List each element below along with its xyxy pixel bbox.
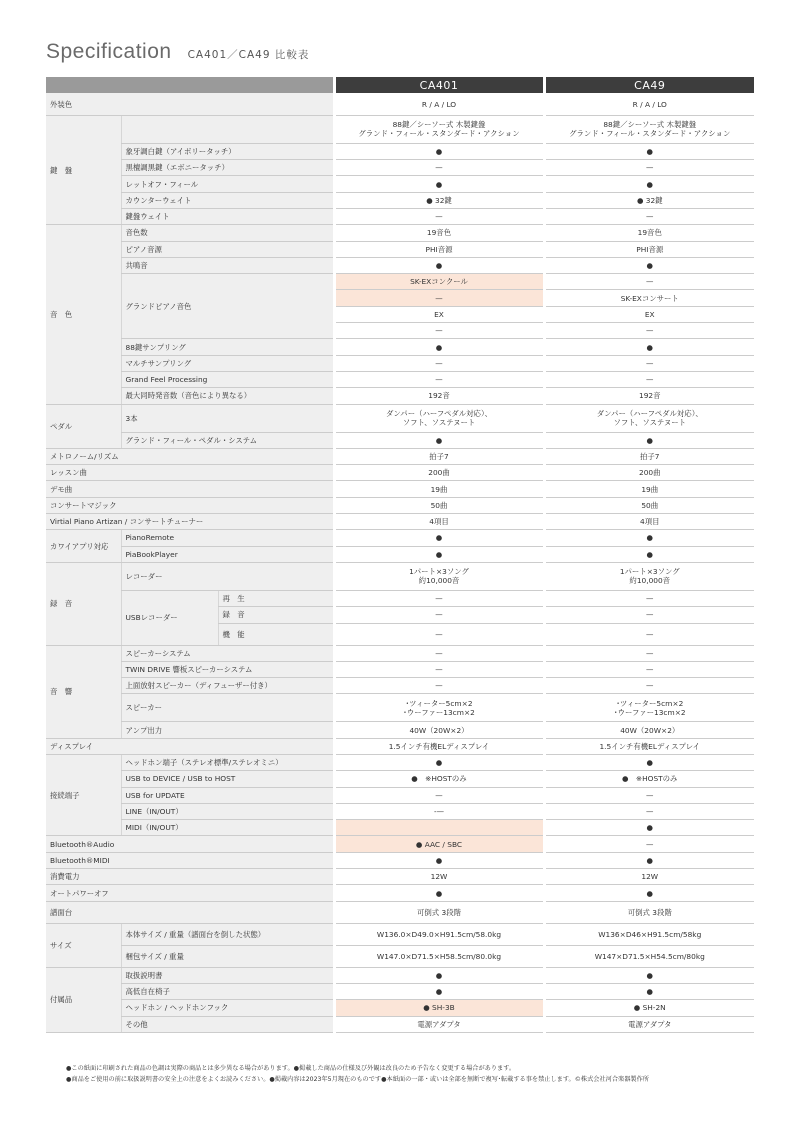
value-ca49: — [544,355,754,371]
value-ca49: ● [544,546,754,562]
table-row [46,497,754,513]
value-ca49: ● [544,530,754,546]
value-ca401: 1.5インチ有機ELディスプレイ [334,738,544,754]
value-ca401: 192音 [334,388,544,404]
row-label: Virtial Piano Artizan / コンサートチューナー [46,514,334,530]
value-ca401: 19曲 [334,481,544,497]
value-text: ダンパー（ハーフペダル対応）、 ソフト、ソステヌート [385,409,493,428]
value-ca49: 12W [544,869,754,885]
table-row [46,530,754,546]
row-label: ヘッドホン端子（ステレオ標準/ステレオミニ） [121,755,334,771]
value-ca401: ● SH-3B [334,1000,544,1016]
table-row [46,722,754,738]
value-ca401: ● [334,432,544,448]
value-text: 1パート×3ソング 約10,000音 [619,567,680,586]
value-ca401 [334,562,544,590]
value-ca49: SK-EXコンサート [544,290,754,306]
table-row [46,885,754,901]
value-ca49: ● [544,432,754,448]
value-ca401: ● 32鍵 [334,192,544,208]
table-row [46,355,754,371]
value-ca49: 40W（20W×2） [544,722,754,738]
value-ca49: 4項目 [544,514,754,530]
value-text: ダンパー（ハーフペダル対応）、 ソフト、ソステヌート [596,409,703,428]
value-ca49: ● [544,176,754,192]
value-ca401: 12W [334,869,544,885]
row-label: MIDI（IN/OUT） [121,820,334,836]
row-label: スピーカー [121,694,334,722]
value-ca49: W136×D46×H91.5cm/58kg [544,923,754,945]
title-main: Specification [46,40,172,63]
value-ca49: ● [544,983,754,999]
value-ca401: W136.0×D49.0×H91.5cm/58.0kg [334,923,544,945]
value-ca49: — [544,623,754,645]
value-text: 88鍵／シーソー式 木製鍵盤 グランド・フィール・スタンダード・アクション [358,120,520,139]
footer-note-2: ●商品をご使用の前に取扱説明書の安全上の注意をよくお読みください。●掲載内容は2023年5月現在のものです●本紙面の一部・或いは全部を無断で複写･転載する事を禁止します。©株式会社河合楽器製作所 [66,1076,649,1083]
table-row [46,176,754,192]
footer-note-1: ●この紙面に印刷された商品の色調は実際の商品とは多少異なる場合があります。●掲載した商品の仕様及び外観は改良のため予告なく変更する場合があります。 [66,1065,516,1072]
table-row [46,771,754,787]
value-ca401: ● [334,755,544,771]
table-row [46,546,754,562]
value-ca401: ● [334,257,544,273]
value-ca401: — [334,645,544,661]
row-label: 高低自在椅子 [121,983,334,999]
header-blank [46,77,334,93]
table-row [46,1016,754,1032]
table-row [46,465,754,481]
row-label: TWIN DRIVE 響板スピーカーシステム [121,661,334,677]
row-label: Bluetooth®MIDI [46,852,334,868]
value-ca49: ● [544,885,754,901]
value-ca49: ● SH-2N [544,1000,754,1016]
value-ca49 [544,404,754,432]
table-row [46,388,754,404]
table-row [46,274,754,290]
value-ca401 [334,820,544,836]
value-ca49: ● [544,967,754,983]
table-row [46,787,754,803]
value-ca401: — [334,160,544,176]
table-row [46,241,754,257]
value-ca401: 50曲 [334,497,544,513]
row-group-label: 接続端子 [46,755,121,836]
row-label: 上面放射スピーカー（ディフューザー付き） [121,678,334,694]
value-ca401: ● [334,143,544,159]
row-label: カウンターウェイト [121,192,334,208]
row-sublabel: 再 生 [218,590,334,606]
value-ca401: 200曲 [334,465,544,481]
value-ca401: R / A / LO [334,93,544,115]
row-label: コンサートマジック [46,497,334,513]
value-ca401: 40W（20W×2） [334,722,544,738]
value-ca49: ● [544,257,754,273]
row-label: レットオフ・フィール [121,176,334,192]
table-row [46,694,754,722]
value-ca49: 電源アダプタ [544,1016,754,1032]
table-row [46,923,754,945]
value-ca49 [544,115,754,143]
table-row [46,678,754,694]
table-row [46,562,754,590]
table-row [46,836,754,852]
row-label: アンプ出力 [121,722,334,738]
table-row [46,755,754,771]
value-ca49: ● [544,143,754,159]
table-row [46,514,754,530]
value-ca49: ● [544,820,754,836]
value-ca49 [544,694,754,722]
value-ca401: ● [334,530,544,546]
row-label: 鍵盤ウェイト [121,208,334,224]
row-label: マルチサンプリング [121,355,334,371]
table-row [46,115,754,143]
value-ca401: EX [334,306,544,322]
value-ca49 [544,562,754,590]
row-label: 最大同時発音数（音色により異なる） [121,388,334,404]
table-header-row [46,77,754,93]
row-label: 黒檀調黒鍵（エボニータッチ） [121,160,334,176]
value-ca49: 192音 [544,388,754,404]
value-ca401: PHI音源 [334,241,544,257]
row-group-label: カワイアプリ対応 [46,530,121,563]
table-row [46,257,754,273]
table-row [46,645,754,661]
row-label: レコーダー [121,562,334,590]
value-ca401: — [334,371,544,387]
model-header-ca49: CA49 [544,77,754,93]
value-ca49: EX [544,306,754,322]
row-label: オートパワーオフ [46,885,334,901]
row-label: 本体サイズ / 重量（譜面台を倒した状態） [121,923,334,945]
row-label: ディスプレイ [46,738,334,754]
value-ca49: 可倒式 3段階 [544,901,754,923]
footer-notes [66,1063,766,1085]
value-ca401: — [334,661,544,677]
row-label: 共鳴音 [121,257,334,273]
table-row [46,404,754,432]
row-label: 外装色 [46,93,334,115]
value-ca49: W147×D71.5×H54.5cm/80kg [544,945,754,967]
value-text: 88鍵／シーソー式 木製鍵盤 グランド・フィール・スタンダード・アクション [569,120,731,139]
value-ca49: — [544,607,754,623]
table-row [46,983,754,999]
row-group-label: ペダル [46,404,121,448]
value-ca49: PHI音源 [544,241,754,257]
table-row [46,160,754,176]
value-ca49: ● [544,852,754,868]
row-label: デモ曲 [46,481,334,497]
row-label: Grand Feel Processing [121,371,334,387]
value-text: ･ツィーター5cm×2 ･ウーファー13cm×2 [403,698,475,717]
value-ca401: ● [334,885,544,901]
row-label: その他 [121,1016,334,1032]
table-row [46,448,754,464]
table-row [46,967,754,983]
value-ca49: — [544,645,754,661]
row-group-label: サイズ [46,923,121,967]
row-group-label: 音 色 [46,225,121,404]
table-row [46,339,754,355]
value-ca401 [334,404,544,432]
row-label: レッスン曲 [46,465,334,481]
value-ca401: 電源アダプタ [334,1016,544,1032]
value-ca401: — [334,323,544,339]
value-ca49: — [544,836,754,852]
row-label: USBレコーダー [121,590,218,645]
value-ca401: ● [334,967,544,983]
table-row [46,661,754,677]
row-sublabel: 機 能 [218,623,334,645]
value-ca49: — [544,371,754,387]
value-ca49: ● [544,339,754,355]
value-ca49: — [544,274,754,290]
row-label: Bluetooth®Audio [46,836,334,852]
row-label: 消費電力 [46,869,334,885]
value-ca401: ● [334,339,544,355]
model-header-ca401: CA401 [334,77,544,93]
value-ca49: ● [544,755,754,771]
row-sublabel: 録 音 [218,607,334,623]
value-ca49: R / A / LO [544,93,754,115]
value-ca49: — [544,661,754,677]
value-ca401 [334,115,544,143]
table-row [46,192,754,208]
value-ca49: 19音色 [544,225,754,241]
table-row [46,143,754,159]
value-ca401: 19音色 [334,225,544,241]
table-row [46,208,754,224]
table-row [46,803,754,819]
table-row [46,93,754,115]
table-row [46,371,754,387]
value-ca401: — [334,355,544,371]
value-ca401: SK-EXコンクール [334,274,544,290]
value-ca401: — [334,290,544,306]
row-label: PiaBookPlayer [121,546,334,562]
value-ca49: — [544,678,754,694]
row-label: USB to DEVICE / USB to HOST [121,771,334,787]
value-ca401: — [334,607,544,623]
value-ca49: — [544,590,754,606]
value-ca401: ● [334,852,544,868]
value-ca401: 拍子7 [334,448,544,464]
value-text: ･ツィーター5cm×2 ･ウーファー13cm×2 [613,698,686,717]
value-ca49: 1.5インチ有機ELディスプレイ [544,738,754,754]
row-label: 象牙調白鍵（アイボリータッチ） [121,143,334,159]
row-label: 取扱説明書 [121,967,334,983]
value-ca49: — [544,323,754,339]
value-ca401: ● AAC / SBC [334,836,544,852]
value-ca401: ● [334,176,544,192]
row-label: 梱包サイズ / 重量 [121,945,334,967]
value-ca401: -— [334,803,544,819]
table-row [46,820,754,836]
value-ca401: ● ※HOSTのみ [334,771,544,787]
value-ca49: — [544,208,754,224]
value-ca49: 拍子7 [544,448,754,464]
row-label: 88鍵サンプリング [121,339,334,355]
value-ca49: 50曲 [544,497,754,513]
row-group-label: 鍵 盤 [46,115,121,224]
row-group-label: 録 音 [46,562,121,645]
spec-table [46,77,754,1033]
value-ca49: 200曲 [544,465,754,481]
value-ca49: ● 32鍵 [544,192,754,208]
row-label: グランドピアノ音色 [121,274,334,339]
row-label: 3本 [121,404,334,432]
value-ca401: — [334,678,544,694]
table-row [46,1000,754,1016]
row-label: ヘッドホン / ヘッドホンフック [121,1000,334,1016]
table-row [46,945,754,967]
table-row [46,590,754,606]
title-subtitle: CA401／CA49 比較表 [187,49,310,61]
table-row [46,432,754,448]
table-row [46,481,754,497]
row-label: 音色数 [121,225,334,241]
row-label: スピーカーシステム [121,645,334,661]
row-label: メトロノーム/リズム [46,448,334,464]
value-ca401: ● [334,546,544,562]
page-title [46,40,309,70]
value-ca401: — [334,787,544,803]
row-label: グランド・フィール・ペダル・システム [121,432,334,448]
value-ca401 [334,694,544,722]
value-ca49: ● ※HOSTのみ [544,771,754,787]
value-ca401: ● [334,983,544,999]
table-row [46,901,754,923]
value-ca401: — [334,590,544,606]
row-group-label: 音 響 [46,645,121,738]
table-row [46,869,754,885]
table-row [46,738,754,754]
value-ca401: 4項目 [334,514,544,530]
value-ca401: — [334,208,544,224]
value-ca49: — [544,787,754,803]
table-row [46,852,754,868]
row-label: ピアノ音源 [121,241,334,257]
value-ca401: W147.0×D71.5×H58.5cm/80.0kg [334,945,544,967]
value-ca401: — [334,623,544,645]
table-row [46,225,754,241]
value-ca49: 19曲 [544,481,754,497]
value-text: 1パート×3ソング 約10,000音 [409,567,469,586]
row-group-label: 付属品 [46,967,121,1032]
row-label: USB for UPDATE [121,787,334,803]
value-ca401: 可倒式 3段階 [334,901,544,923]
row-label: PianoRemote [121,530,334,546]
row-label [121,115,334,143]
row-label: 譜面台 [46,901,334,923]
row-label: LINE（IN/OUT） [121,803,334,819]
value-ca49: — [544,160,754,176]
value-ca49: — [544,803,754,819]
